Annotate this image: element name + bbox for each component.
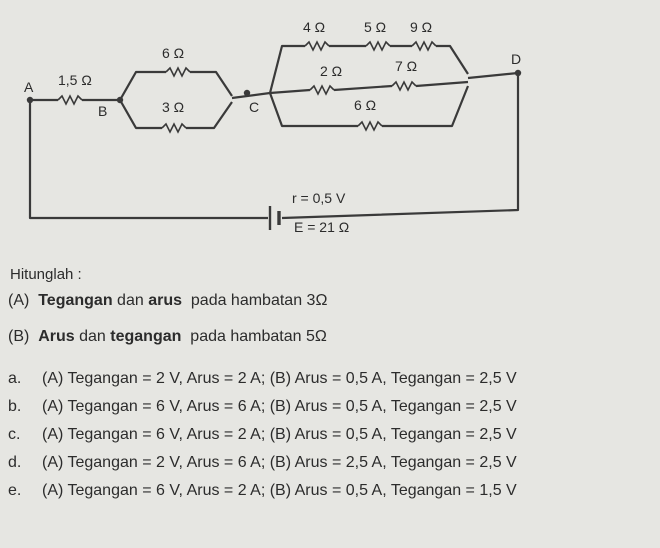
battery-symbol — [270, 206, 279, 230]
wire-bc-top-2 — [190, 72, 232, 96]
resistor-3-label: 3 Ω — [162, 99, 185, 115]
question-a-rest: pada hambatan 3Ω — [190, 292, 328, 309]
resistor-5 — [366, 42, 390, 50]
resistor-7 — [392, 82, 416, 90]
wire-bc-bottom — [120, 100, 162, 128]
prompt-text: Hitunglah : — [10, 266, 82, 283]
option-b-letter: b. — [8, 398, 22, 415]
wire-left — [30, 100, 268, 218]
node-c-label: C — [249, 99, 260, 115]
resistor-6-bottom — [358, 122, 382, 130]
node-b-dot — [117, 97, 123, 103]
question-a-mid: dan — [117, 292, 144, 309]
wire-cd-top-4 — [436, 46, 468, 74]
option-c[interactable] — [8, 426, 517, 444]
resistor-3 — [162, 124, 186, 132]
question-b-mid: dan — [79, 328, 106, 345]
resistor-2 — [310, 86, 334, 94]
resistor-6-top — [166, 68, 190, 76]
option-d[interactable] — [8, 454, 517, 472]
resistor-4-label: 4 Ω — [303, 19, 326, 35]
node-d-dot — [515, 70, 521, 76]
wire-to-d — [468, 73, 518, 78]
wire-cd-mid-3 — [416, 82, 468, 86]
resistor-6-top-label: 6 Ω — [162, 45, 185, 61]
resistor-9-label: 9 Ω — [410, 19, 433, 35]
question-b-label: (B) — [8, 328, 30, 345]
option-b-text: (A) Tegangan = 6 V, Arus = 6 A; (B) Arus = 0,5 A, Tegangan = 2,5 V — [42, 398, 517, 415]
node-b-label: B — [98, 103, 108, 119]
question-a-bold2: arus — [148, 292, 182, 309]
option-d-text: (A) Tegangan = 2 V, Arus = 6 A; (B) Arus = 2,5 A, Tegangan = 2,5 V — [42, 454, 517, 471]
question-a-label: (A) — [8, 292, 30, 309]
resistor-6-bottom-label: 6 Ω — [354, 97, 377, 113]
wire-to-c — [232, 93, 270, 98]
option-b[interactable] — [8, 398, 517, 416]
circuit-diagram — [0, 0, 660, 260]
wire-cd-top — [270, 46, 305, 93]
resistor-1-5-label: 1,5 Ω — [58, 72, 92, 88]
node-a-label: A — [24, 79, 34, 95]
battery-r-label: r = 0,5 V — [292, 190, 346, 206]
wire-cd-bottom — [270, 93, 358, 126]
question-b-bold1: Arus — [38, 328, 75, 345]
option-e-letter: e. — [8, 482, 22, 499]
resistor-1-5 — [58, 96, 82, 104]
node-d-label: D — [511, 51, 522, 67]
option-c-letter: c. — [8, 426, 21, 443]
option-a-text: (A) Tegangan = 2 V, Arus = 2 A; (B) Arus = 0,5 A, Tegangan = 2,5 V — [42, 370, 517, 387]
question-b — [8, 328, 327, 346]
wire-cd-mid — [270, 90, 310, 93]
question-a — [8, 292, 327, 310]
resistor-4 — [305, 42, 329, 50]
wire-bc-bottom-2 — [186, 102, 232, 128]
node-a-dot — [27, 97, 33, 103]
option-e[interactable] — [8, 482, 517, 500]
option-a[interactable] — [8, 370, 517, 388]
resistor-7-label: 7 Ω — [395, 58, 418, 74]
resistor-9 — [412, 42, 436, 50]
resistor-5-label: 5 Ω — [364, 19, 387, 35]
wire-bc-top — [120, 72, 166, 100]
option-a-letter: a. — [8, 370, 22, 387]
question-a-bold1: Tegangan — [38, 292, 113, 309]
resistor-2-label: 2 Ω — [320, 63, 343, 79]
option-d-letter: d. — [8, 454, 22, 471]
question-b-bold2: tegangan — [110, 328, 182, 345]
battery-e-label: E = 21 Ω — [294, 219, 350, 235]
wire-cd-mid-2 — [334, 86, 392, 90]
wire-cd-bottom-2 — [382, 86, 468, 126]
option-e-text: (A) Tegangan = 6 V, Arus = 2 A; (B) Arus = 0,5 A, Tegangan = 1,5 V — [42, 482, 517, 499]
option-c-text: (A) Tegangan = 6 V, Arus = 2 A; (B) Arus = 0,5 A, Tegangan = 2,5 V — [42, 426, 517, 443]
question-b-rest: pada hambatan 5Ω — [190, 328, 327, 345]
node-c-dot — [244, 90, 250, 96]
